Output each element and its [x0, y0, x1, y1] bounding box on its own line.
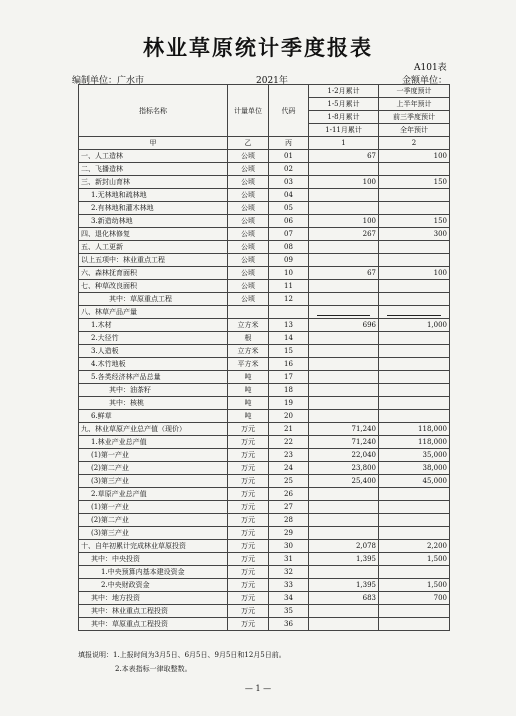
value-forecast: 100 — [379, 150, 450, 163]
value-forecast: 150 — [379, 176, 450, 189]
measure-unit: 公顷 — [228, 293, 269, 306]
measure-unit: 公顷 — [228, 150, 269, 163]
measure-unit: 平方米 — [228, 358, 269, 371]
measure-unit: 立方米 — [228, 345, 269, 358]
table-row — [79, 228, 450, 241]
row-code: 06 — [269, 215, 309, 228]
row-code: 25 — [269, 475, 309, 488]
measure-unit: 公顷 — [228, 202, 269, 215]
header-period-2: 一季度预计 — [379, 85, 450, 98]
row-code: 27 — [269, 501, 309, 514]
value-forecast — [379, 501, 450, 514]
value-cumulative: 1,395 — [309, 579, 379, 592]
value-forecast — [379, 397, 450, 410]
indicator-name: 1.无林地和疏林地 — [79, 189, 228, 202]
value-cumulative: 71,240 — [309, 423, 379, 436]
measure-unit: 万元 — [228, 527, 269, 540]
header-period-1: 1-2月累计 — [309, 85, 379, 98]
value-forecast: 118,000 — [379, 423, 450, 436]
measure-unit: 吨 — [228, 410, 269, 423]
value-cumulative: 696 — [309, 319, 379, 332]
header-period-1: 1-5月累计 — [309, 98, 379, 111]
measure-unit: 万元 — [228, 475, 269, 488]
index-cell: 丙 — [269, 137, 309, 150]
measure-unit: 万元 — [228, 462, 269, 475]
report-title: 林业草原统计季度报表 — [143, 35, 373, 60]
measure-unit: 公顷 — [228, 241, 269, 254]
value-forecast: 35,000 — [379, 449, 450, 462]
fill-notes — [78, 648, 286, 676]
value-forecast — [379, 241, 450, 254]
indicator-name: 3.新造幼林地 — [79, 215, 228, 228]
row-code: 31 — [269, 553, 309, 566]
value-forecast — [379, 345, 450, 358]
table-row — [79, 293, 450, 306]
value-cumulative — [309, 488, 379, 501]
row-code: 11 — [269, 280, 309, 293]
value-cumulative — [309, 202, 379, 215]
measure-unit: 万元 — [228, 436, 269, 449]
row-code: 04 — [269, 189, 309, 202]
table-row — [79, 397, 450, 410]
measure-unit: 万元 — [228, 501, 269, 514]
value-cumulative — [309, 501, 379, 514]
value-forecast — [379, 527, 450, 540]
row-code: 02 — [269, 163, 309, 176]
value-forecast — [379, 384, 450, 397]
value-cumulative: 683 — [309, 592, 379, 605]
statistics-table — [78, 84, 450, 631]
value-cumulative: 23,800 — [309, 462, 379, 475]
indicator-name: (1)第一产业 — [79, 449, 228, 462]
note-line: 填报说明：1.上报时间为3月5日、6月5日、9月5日和12月5日前。 — [78, 651, 286, 659]
measure-unit: 立方米 — [228, 319, 269, 332]
value-forecast — [379, 514, 450, 527]
table-row — [79, 488, 450, 501]
index-cell: 甲 — [79, 137, 228, 150]
indicator-name: 二、飞播造林 — [79, 163, 228, 176]
header-period-2: 上半年预计 — [379, 98, 450, 111]
indicator-name: 4.木竹地板 — [79, 358, 228, 371]
header-indicator: 指标名称 — [79, 85, 228, 137]
value-cumulative: 67 — [309, 267, 379, 280]
measure-unit: 万元 — [228, 540, 269, 553]
measure-unit: 公顷 — [228, 254, 269, 267]
form-code: A101表 — [414, 63, 447, 73]
value-forecast: 100 — [379, 267, 450, 280]
measure-unit — [228, 306, 269, 319]
row-code: 14 — [269, 332, 309, 345]
value-forecast — [379, 202, 450, 215]
table-row — [79, 475, 450, 488]
measure-unit: 公顷 — [228, 176, 269, 189]
measure-unit: 万元 — [228, 553, 269, 566]
measure-unit: 公顷 — [228, 228, 269, 241]
value-cumulative: 1,395 — [309, 553, 379, 566]
table-row — [79, 319, 450, 332]
table-row — [79, 514, 450, 527]
value-forecast — [379, 163, 450, 176]
value-cumulative — [309, 254, 379, 267]
table-row — [79, 462, 450, 475]
value-forecast — [379, 280, 450, 293]
value-forecast — [379, 371, 450, 384]
measure-unit: 万元 — [228, 566, 269, 579]
row-code: 18 — [269, 384, 309, 397]
header-period-2: 全年预计 — [379, 124, 450, 137]
table-row — [79, 150, 450, 163]
indicator-name: (2)第二产业 — [79, 514, 228, 527]
table-row — [79, 579, 450, 592]
indicator-name: 2.草原产业总产值 — [79, 488, 228, 501]
row-code: 10 — [269, 267, 309, 280]
value-forecast — [379, 410, 450, 423]
row-code: 26 — [269, 488, 309, 501]
row-code: 28 — [269, 514, 309, 527]
table-row — [79, 384, 450, 397]
table-row — [79, 540, 450, 553]
measure-unit: 公顷 — [228, 280, 269, 293]
value-cumulative — [309, 293, 379, 306]
value-cumulative — [309, 618, 379, 631]
row-code: 35 — [269, 605, 309, 618]
row-code: 19 — [269, 397, 309, 410]
value-forecast: 38,000 — [379, 462, 450, 475]
value-forecast: 1,500 — [379, 553, 450, 566]
note-line: 2.本表指标一律取整数。 — [115, 665, 192, 673]
measure-unit: 万元 — [228, 605, 269, 618]
report-year: 2021年 — [256, 76, 288, 86]
row-code: 21 — [269, 423, 309, 436]
indicator-name: 其中：油茶籽 — [79, 384, 228, 397]
value-cumulative — [309, 163, 379, 176]
indicator-name: 三、新封山育林 — [79, 176, 228, 189]
indicator-name: 6.鲜草 — [79, 410, 228, 423]
table-row — [79, 254, 450, 267]
value-forecast: 700 — [379, 592, 450, 605]
table-row — [79, 306, 450, 319]
row-code: 33 — [269, 579, 309, 592]
indicator-name: 四、退化林修复 — [79, 228, 228, 241]
value-cumulative — [309, 514, 379, 527]
value-forecast — [379, 293, 450, 306]
indicator-name: 1.林业产业总产值 — [79, 436, 228, 449]
row-code: 32 — [269, 566, 309, 579]
indicator-name: 1.中央预算内基本建设资金 — [79, 566, 228, 579]
table-row — [79, 358, 450, 371]
value-cumulative: 267 — [309, 228, 379, 241]
indicator-name: 其中：草原重点工程投资 — [79, 618, 228, 631]
table-row — [79, 332, 450, 345]
value-forecast — [379, 488, 450, 501]
value-cumulative — [309, 371, 379, 384]
row-code: 09 — [269, 254, 309, 267]
value-forecast: 45,000 — [379, 475, 450, 488]
value-forecast — [379, 605, 450, 618]
measure-unit: 公顷 — [228, 189, 269, 202]
row-code: 05 — [269, 202, 309, 215]
measure-unit: 万元 — [228, 592, 269, 605]
row-code: 23 — [269, 449, 309, 462]
indicator-name: 其中：核桃 — [79, 397, 228, 410]
value-cumulative — [309, 605, 379, 618]
table-row — [79, 267, 450, 280]
value-forecast — [379, 332, 450, 345]
value-cumulative — [309, 527, 379, 540]
value-cumulative: 100 — [309, 176, 379, 189]
indicator-name: 其中：草原重点工程 — [79, 293, 228, 306]
measure-unit: 公顷 — [228, 163, 269, 176]
table-row — [79, 189, 450, 202]
value-forecast — [379, 254, 450, 267]
row-code — [269, 306, 309, 319]
reporting-unit: 编制单位：广水市 — [72, 76, 145, 86]
table-row — [79, 618, 450, 631]
indicator-name: 一、人工造林 — [79, 150, 228, 163]
value-forecast: 300 — [379, 228, 450, 241]
table-row — [79, 163, 450, 176]
value-cumulative — [309, 332, 379, 345]
table-row — [79, 605, 450, 618]
measure-unit: 万元 — [228, 488, 269, 501]
measure-unit: 公顷 — [228, 215, 269, 228]
index-cell: 1 — [309, 137, 379, 150]
table-row — [79, 371, 450, 384]
indicator-name: 五、人工更新 — [79, 241, 228, 254]
value-cumulative: 22,040 — [309, 449, 379, 462]
value-forecast — [379, 618, 450, 631]
table-row — [79, 280, 450, 293]
row-code: 30 — [269, 540, 309, 553]
table-row — [79, 241, 450, 254]
row-code: 01 — [269, 150, 309, 163]
value-forecast: 1,500 — [379, 579, 450, 592]
value-cumulative — [309, 306, 379, 319]
value-cumulative — [309, 358, 379, 371]
value-cumulative — [309, 189, 379, 202]
index-cell: 2 — [379, 137, 450, 150]
value-cumulative — [309, 384, 379, 397]
row-code: 34 — [269, 592, 309, 605]
table-row — [79, 527, 450, 540]
table-row — [79, 345, 450, 358]
value-forecast: 150 — [379, 215, 450, 228]
indicator-name: 其中：中央投资 — [79, 553, 228, 566]
measure-unit: 万元 — [228, 449, 269, 462]
value-forecast — [379, 566, 450, 579]
header-period-1: 1-11月累计 — [309, 124, 379, 137]
indicator-name: (1)第一产业 — [79, 501, 228, 514]
value-cumulative: 100 — [309, 215, 379, 228]
measure-unit: 公顷 — [228, 267, 269, 280]
table-row — [79, 423, 450, 436]
header-period-2: 前三季度预计 — [379, 111, 450, 124]
indicator-name: 七、种草改良面积 — [79, 280, 228, 293]
indicator-name: 八、林草产品产量 — [79, 306, 228, 319]
value-cumulative: 71,240 — [309, 436, 379, 449]
indicator-name: (3)第三产业 — [79, 475, 228, 488]
row-code: 17 — [269, 371, 309, 384]
header-code: 代码 — [269, 85, 309, 137]
measure-unit: 吨 — [228, 384, 269, 397]
table-row — [79, 501, 450, 514]
value-forecast: 1,000 — [379, 319, 450, 332]
value-cumulative: 2,078 — [309, 540, 379, 553]
indicator-name: 2.大径竹 — [79, 332, 228, 345]
row-code: 16 — [269, 358, 309, 371]
value-cumulative: 67 — [309, 150, 379, 163]
measure-unit: 吨 — [228, 371, 269, 384]
dash-line — [317, 309, 370, 316]
table-row — [79, 592, 450, 605]
dash-line — [387, 309, 441, 316]
indicator-name: 以上五项中：林业重点工程 — [79, 254, 228, 267]
value-cumulative — [309, 345, 379, 358]
measure-unit: 吨 — [228, 397, 269, 410]
row-code: 22 — [269, 436, 309, 449]
row-code: 20 — [269, 410, 309, 423]
indicator-name: 其中：林业重点工程投资 — [79, 605, 228, 618]
header-period-1: 1-8月累计 — [309, 111, 379, 124]
table-row — [79, 410, 450, 423]
table-row — [79, 176, 450, 189]
indicator-name: 2.中央财政资金 — [79, 579, 228, 592]
row-code: 03 — [269, 176, 309, 189]
value-cumulative: 25,400 — [309, 475, 379, 488]
row-code: 36 — [269, 618, 309, 631]
value-forecast: 2,200 — [379, 540, 450, 553]
indicator-name: (2)第二产业 — [79, 462, 228, 475]
value-cumulative — [309, 280, 379, 293]
table-row — [79, 553, 450, 566]
row-code: 13 — [269, 319, 309, 332]
row-code: 29 — [269, 527, 309, 540]
value-cumulative — [309, 566, 379, 579]
indicator-name: 九、林业草原产业总产值（现价） — [79, 423, 228, 436]
value-forecast: 118,000 — [379, 436, 450, 449]
measure-unit: 万元 — [228, 423, 269, 436]
value-cumulative — [309, 241, 379, 254]
header-measure: 计量单位 — [228, 85, 269, 137]
table-row — [79, 215, 450, 228]
row-code: 12 — [269, 293, 309, 306]
value-forecast — [379, 189, 450, 202]
value-forecast — [379, 306, 450, 319]
table-row — [79, 566, 450, 579]
indicator-name: 2.有林地和灌木林地 — [79, 202, 228, 215]
indicator-name: 3.人造板 — [79, 345, 228, 358]
table-row — [79, 449, 450, 462]
measure-unit: 万元 — [228, 579, 269, 592]
measure-unit: 万元 — [228, 618, 269, 631]
indicator-name: 其中：地方投资 — [79, 592, 228, 605]
row-code: 24 — [269, 462, 309, 475]
measure-unit: 万元 — [228, 514, 269, 527]
row-code: 15 — [269, 345, 309, 358]
indicator-name: 1.木材 — [79, 319, 228, 332]
indicator-name: 5.各类经济林产品总量 — [79, 371, 228, 384]
table-row — [79, 436, 450, 449]
amount-unit: 金额单位： — [402, 76, 448, 86]
value-cumulative — [309, 397, 379, 410]
value-forecast — [379, 358, 450, 371]
index-cell: 乙 — [228, 137, 269, 150]
table-row — [79, 202, 450, 215]
value-cumulative — [309, 410, 379, 423]
indicator-name: 六、森林抚育面积 — [79, 267, 228, 280]
indicator-name: (3)第三产业 — [79, 527, 228, 540]
indicator-name: 十、自年初累计完成林业草原投资 — [79, 540, 228, 553]
row-code: 08 — [269, 241, 309, 254]
page-number: — 1 — — [244, 684, 272, 693]
measure-unit: 根 — [228, 332, 269, 345]
row-code: 07 — [269, 228, 309, 241]
